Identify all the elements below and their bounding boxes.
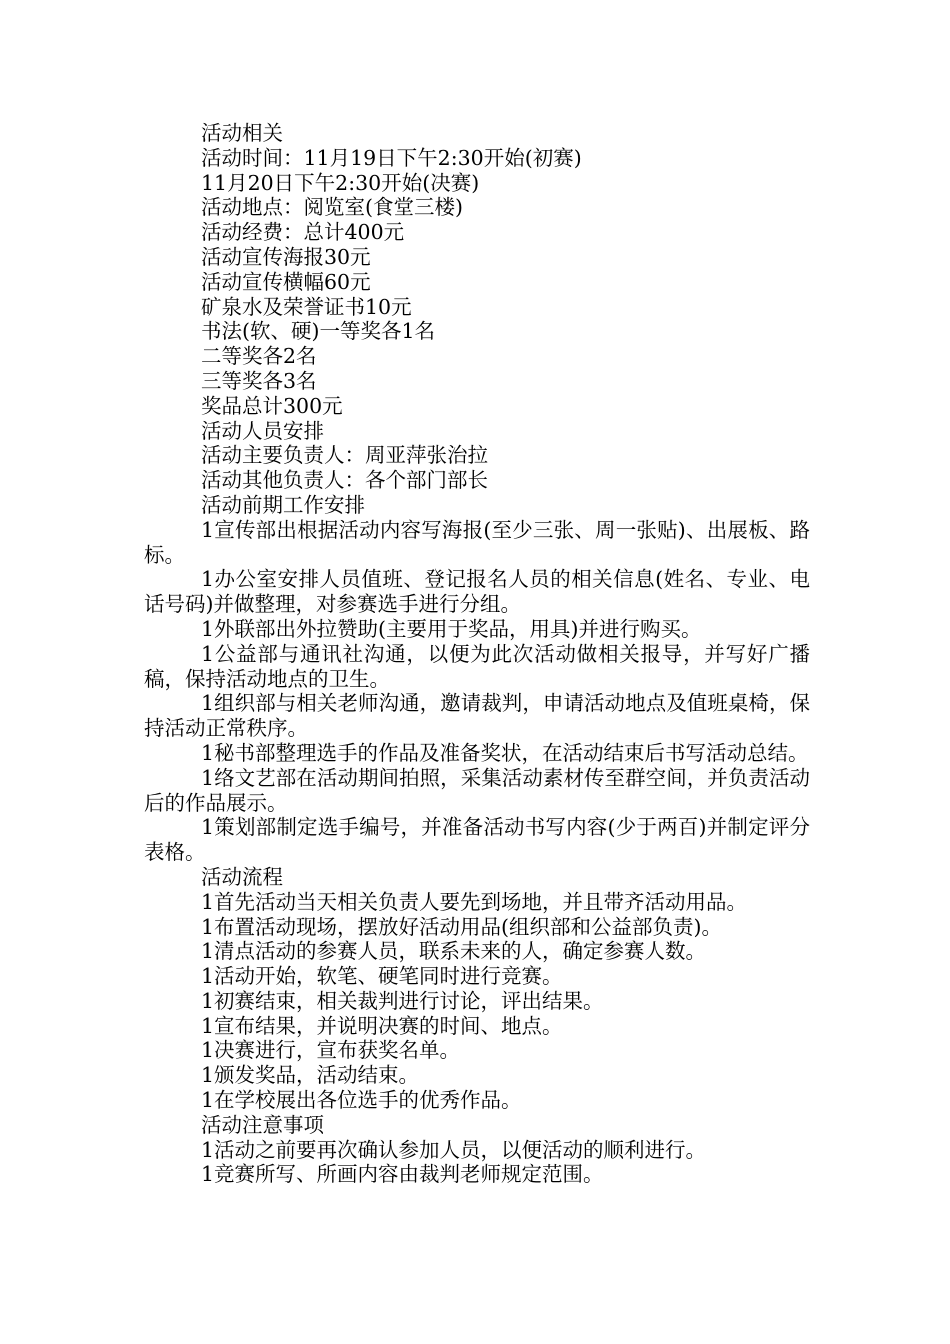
flow-item: 1颁发奖品，活动结束。 [201,1063,420,1088]
note-item: 1活动之前要再次确认参加人员，以便活动的顺利进行。 [201,1137,707,1162]
prep-item: 1秘书部整理选手的作品及准备奖状，在活动结束后书写活动总结。 [201,740,809,765]
prize-second: 二等奖各2名 [201,344,317,369]
prep-item: 1办公室安排人员值班、登记报名人员的相关信息(姓名、专业、电话号码)并做整理，对参赛选手进行分组。 [144,567,810,617]
prep-item: 1公益部与通讯社沟通，以便为此次活动做相关报导，并写好广播稿，保持活动地点的卫生。 [144,641,810,691]
flow-item: 1初赛结束，相关裁判进行讨论，评出结果。 [201,988,604,1013]
prize-total: 奖品总计300元 [201,393,343,418]
prize-first: 书法(软、硬)一等奖各1名 [201,319,436,344]
prep-item: 1宣传部出根据活动内容写海报(至少三张、周一张贴)、出展板、路标。 [144,517,810,567]
flow-item: 1布置活动现场，摆放好活动用品(组织部和公益部负责)。 [201,914,723,939]
staff-other: 活动其他负责人：各个部门部长 [201,468,488,493]
activity-time-final: 11月20日下午2:30开始(决赛) [201,170,480,195]
prize-third: 三等奖各3名 [201,368,317,393]
budget-poster: 活动宣传海报30元 [201,244,371,269]
prep-item: 1外联部出外拉赞助(主要用于奖品，用具)并进行购买。 [201,616,702,641]
flow-item: 1清点活动的参赛人员，联系未来的人，确定参赛人数。 [201,939,707,964]
section-heading-staff: 活动人员安排 [201,418,324,443]
budget-water-certificates: 矿泉水及荣誉证书10元 [201,294,412,319]
flow-item: 1在学校展出各位选手的优秀作品。 [201,1088,522,1113]
activity-time-preliminary: 活动时间：11月19日下午2:30开始(初赛) [201,145,582,170]
prep-item: 1组织部与相关老师沟通，邀请裁判，申请活动地点及值班桌椅，保持活动正常秩序。 [144,691,810,741]
activity-location: 活动地点：阅览室(食堂三楼) [201,195,463,220]
budget-total: 活动经费：总计400元 [201,220,405,245]
section-heading-activity: 活动相关 [201,121,283,145]
flow-item: 1决赛进行，宣布获奖名单。 [201,1038,461,1063]
flow-item: 1宣布结果，并说明决赛的时间、地点。 [201,1013,563,1038]
section-heading-prep: 活动前期工作安排 [201,492,365,517]
prep-item: 1策划部制定选手编号，并准备活动书写内容(少于两百)并制定评分表格。 [144,815,810,865]
document-body [144,121,810,1187]
section-heading-flow: 活动流程 [201,864,283,889]
note-item: 1竞赛所写、所画内容由裁判老师规定范围。 [201,1162,604,1187]
flow-item: 1活动开始，软笔、硬笔同时进行竞赛。 [201,964,563,989]
budget-banner: 活动宣传横幅60元 [201,269,371,294]
flow-item: 1首先活动当天相关负责人要先到场地，并且带齐活动用品。 [201,889,748,914]
staff-main: 活动主要负责人：周亚萍张治拉 [201,443,488,468]
prep-item: 1络文艺部在活动期间拍照，采集活动素材传至群空间，并负责活动后的作品展示。 [144,765,810,815]
section-heading-notes: 活动注意事项 [201,1112,324,1137]
